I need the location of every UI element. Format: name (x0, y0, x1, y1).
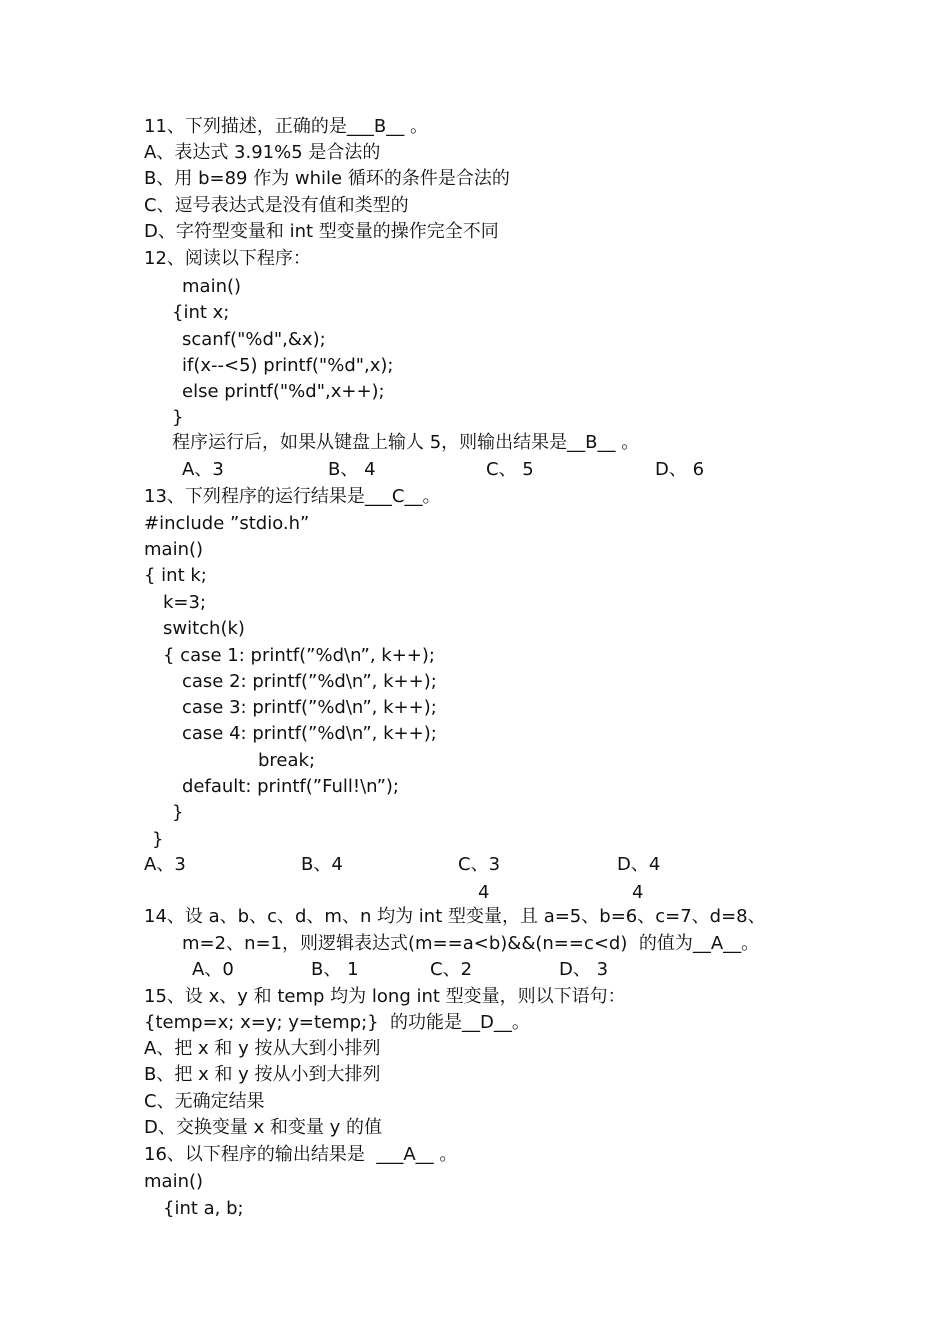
code-line: else printf("%d",x++); (182, 381, 385, 402)
code-line: {int a, b; (163, 1198, 244, 1219)
q11-option-d: D、字符型变量和 int 型变量的操作完全不同 (144, 221, 499, 242)
code-line: #include ”stdio.h” (144, 513, 310, 534)
q13-stem: 13、下列程序的运行结果是___C__。 (144, 486, 441, 507)
q12-stem: 12、阅读以下程序： (144, 248, 311, 269)
code-line: case 4: printf(”%d\n”, k++); (182, 723, 437, 744)
q11-option-a: A、表达式 3.91%5 是合法的 (144, 142, 381, 163)
code-line: switch(k) (163, 618, 245, 639)
code-line: { int k; (144, 565, 207, 586)
q13-option-c-line2: 4 (478, 882, 490, 903)
q14-option-c: C、2 (430, 959, 473, 980)
q11-stem: 11、下列描述，正确的是___B__ 。 (144, 116, 428, 137)
code-line: } (172, 802, 184, 823)
q12-option-b: B、 4 (328, 459, 376, 480)
q15-option-b: B、把 x 和 y 按从小到大排列 (144, 1064, 381, 1085)
q15-option-a: A、把 x 和 y 按从大到小排列 (144, 1038, 381, 1059)
q13-option-c: C、3 (458, 854, 501, 875)
q12-option-c: C、 5 (486, 459, 534, 480)
code-line: {int x; (172, 302, 230, 323)
code-line: { case 1: printf(”%d\n”, k++); (163, 645, 435, 666)
code-line: main() (144, 1171, 204, 1192)
q13-option-d-line2: 4 (632, 882, 644, 903)
code-line: k=3; (163, 592, 207, 613)
code-line: case 3: printf(”%d\n”, k++); (182, 697, 437, 718)
q11-option-b: B、用 b=89 作为 while 循环的条件是合法的 (144, 168, 510, 189)
q14-stem: 14、设 a、b、c、d、m、n 均为 int 型变量，且 a=5、b=6、c=7、d=8、 (144, 906, 766, 927)
q14-stem-cont: m=2、n=1，则逻辑表达式(m==a<b)&&(n==c<d) 的值为__A__。 (182, 933, 760, 954)
q15-stem: 15、设 x、y 和 temp 均为 long int 型变量，则以下语句： (144, 986, 626, 1007)
q15-stem-cont: {temp=x; x=y; y=temp;} 的功能是__D__。 (144, 1012, 530, 1033)
code-line: if(x--<5) printf("%d",x); (182, 355, 394, 376)
code-line: } (172, 407, 184, 428)
q12-option-d: D、 6 (655, 459, 705, 480)
q12-question: 程序运行后，如果从键盘上输人 5，则输出结果是__B__ 。 (172, 432, 640, 453)
code-line: main() (144, 539, 204, 560)
q14-option-b: B、 1 (311, 959, 359, 980)
q14-option-a: A、0 (192, 959, 234, 980)
q14-option-d: D、 3 (559, 959, 609, 980)
code-line: scanf("%d",&x); (182, 329, 326, 350)
q13-option-a: A、3 (144, 854, 186, 875)
code-line: } (152, 829, 164, 850)
q15-option-d: D、交换变量 x 和变量 y 的值 (144, 1117, 383, 1138)
q13-option-b: B、4 (301, 854, 343, 875)
code-line: main() (182, 276, 242, 297)
code-line: case 2: printf(”%d\n”, k++); (182, 671, 437, 692)
q13-option-d: D、4 (617, 854, 661, 875)
q15-option-c: C、无确定结果 (144, 1091, 265, 1112)
q11-option-c: C、逗号表达式是没有值和类型的 (144, 195, 409, 216)
code-line: break; (258, 750, 316, 771)
q16-stem: 16、以下程序的输出结果是 ___A__ 。 (144, 1144, 458, 1165)
q12-option-a: A、3 (182, 459, 224, 480)
code-line: default: printf(”Full!\n”); (182, 776, 399, 797)
